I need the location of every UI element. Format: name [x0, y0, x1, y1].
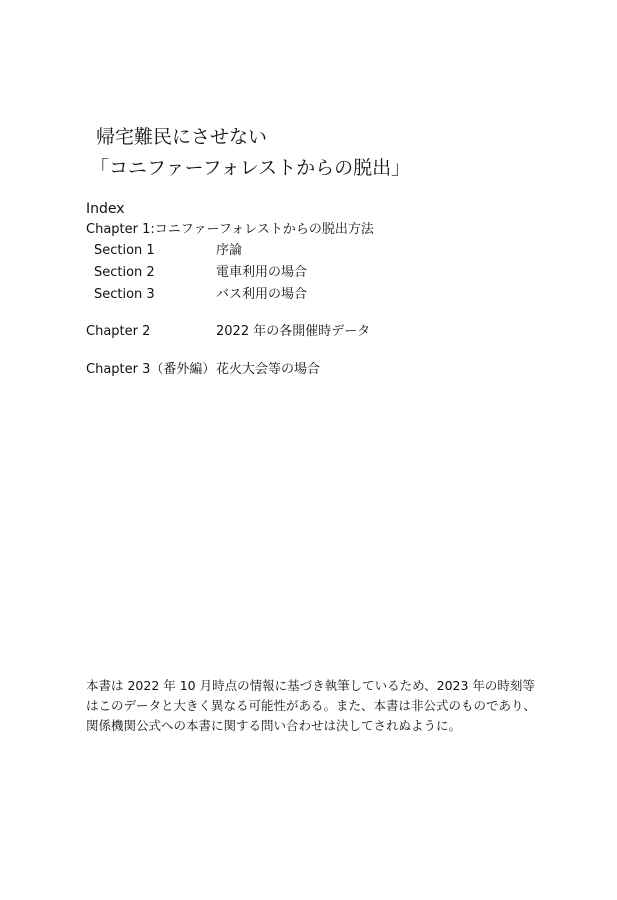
- toc-section-1-label: Section 1: [94, 243, 155, 258]
- toc-section-3-label: Section 3: [94, 287, 155, 302]
- toc-section-3-title: バス利用の場合: [216, 287, 308, 302]
- toc-section-1-title: 序論: [216, 243, 243, 258]
- disclaimer-line-1: 本書は 2022 年 10 月時点の情報に基づき執筆しているため、2023 年の時刻等: [86, 678, 535, 693]
- toc-chapter-2-title: 2022 年の各開催時データ: [216, 324, 371, 339]
- toc-chapter-1-label: Chapter 1:: [86, 222, 155, 237]
- disclaimer-notice: [86, 676, 546, 736]
- disclaimer-line-3: 関係機関公式への本書に関する問い合わせは決してされぬように。: [86, 718, 462, 733]
- toc-chapter-1-title: コニファーフォレストからの脱出方法: [154, 222, 374, 237]
- toc-section-2-label: Section 2: [94, 265, 155, 280]
- document-title-line-2: 「コニファーフォレストからの脱出」: [90, 157, 411, 179]
- toc-chapter-2-label: Chapter 2: [86, 324, 151, 339]
- disclaimer-line-2: はこのデータと大きく異なる可能性がある。また、本書は非公式のものであり、: [86, 698, 537, 713]
- toc-chapter-1: [86, 221, 374, 239]
- toc-section-2-title: 電車利用の場合: [216, 265, 308, 280]
- toc-chapter-3-title: 花火大会等の場合: [216, 362, 321, 377]
- toc-chapter-3-label: Chapter 3（番外編）: [86, 362, 216, 377]
- document-title-line-1: 帰宅難民にさせない: [96, 126, 268, 148]
- index-heading: Index: [86, 201, 125, 217]
